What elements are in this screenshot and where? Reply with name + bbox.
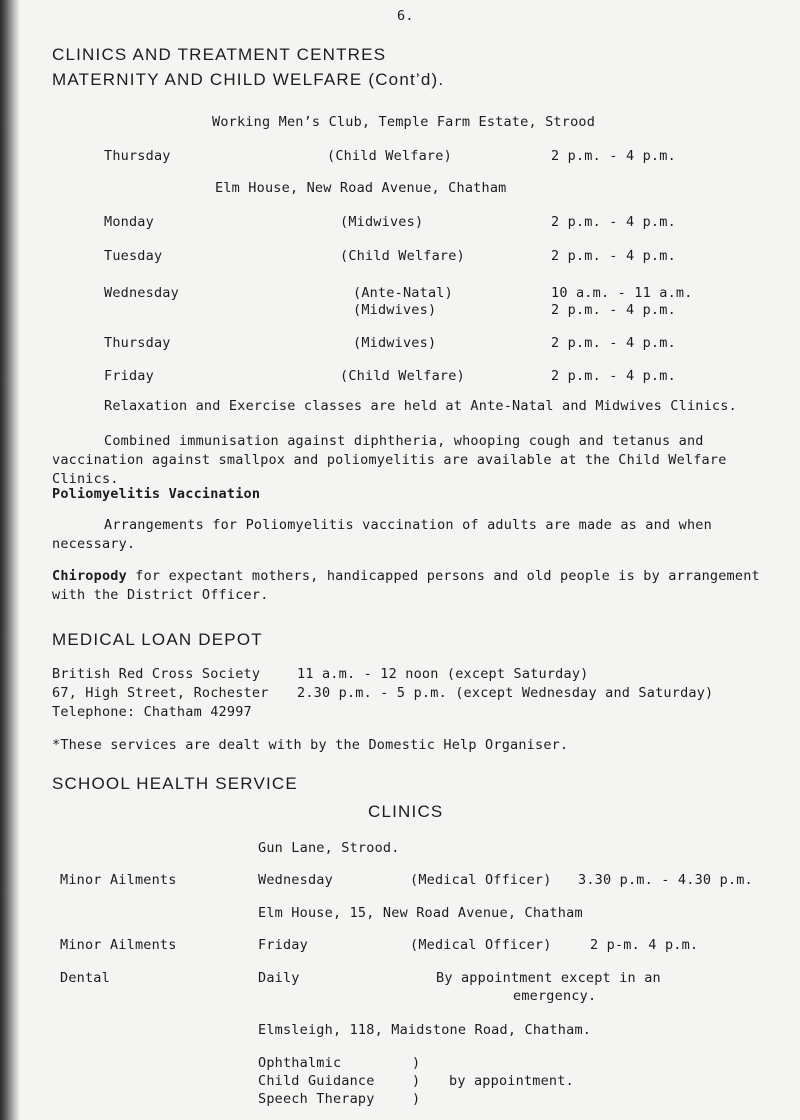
schedule-time: 10 a.m. - 11 a.m.: [551, 285, 693, 301]
schedule-service: (Midwives): [353, 302, 437, 318]
bracket: ): [412, 1055, 421, 1071]
dental-note: emergency.: [513, 988, 597, 1004]
polio-vaccination-title: Poliomyelitis Vaccination: [52, 486, 261, 502]
chiropody-paragraph: [52, 567, 767, 605]
loan-depot-address-line: 67, High Street, Rochester: [52, 685, 269, 701]
schedule-time: 2 p.m. - 4 p.m.: [551, 248, 676, 264]
loan-depot-address-line: British Red Cross Society: [52, 666, 261, 682]
appointment-note: by appointment.: [449, 1073, 574, 1089]
venue-elm-house: Elm House, New Road Avenue, Chatham: [215, 180, 507, 196]
chiropody-label: Chiropody: [52, 568, 127, 584]
schedule-service: (Child Welfare): [340, 368, 465, 384]
bracket: ): [412, 1091, 421, 1107]
schedule-service: (Ante-Natal): [353, 285, 453, 301]
service-label: Dental: [60, 970, 110, 986]
bracket: ): [412, 1073, 421, 1089]
page-number: 6.: [397, 8, 414, 24]
schedule-time: 2 p.m. - 4 p.m.: [551, 148, 676, 164]
service-time: 3.30 p.m. - 4.30 p.m.: [578, 872, 753, 888]
relaxation-note: Relaxation and Exercise classes are held at Ante-Natal and Midwives Clinics.: [104, 398, 737, 414]
schedule-day: Wednesday: [104, 285, 179, 301]
schedule-day: Friday: [104, 368, 154, 384]
service-officer: (Medical Officer): [410, 872, 552, 888]
schedule-day: Thursday: [104, 335, 171, 351]
chiropody-text: for expectant mothers, handicapped persons and old people is by arrangement with the District Officer.: [52, 568, 760, 603]
school-clinics-subheading: CLINICS: [368, 802, 444, 821]
loan-depot-hours: 2.30 p.m. - 5 p.m. (except Wednesday and Saturday): [297, 685, 714, 701]
schedule-service: (Midwives): [353, 335, 437, 351]
loan-depot-hours: 11 a.m. - 12 noon (except Saturday): [297, 666, 589, 682]
schedule-service: (Child Welfare): [340, 248, 465, 264]
schedule-service: (Midwives): [340, 214, 424, 230]
venue-working-mens-club: Working Men’s Club, Temple Farm Estate, Strood: [212, 114, 596, 130]
schedule-time: 2 p.m. - 4 p.m.: [551, 214, 676, 230]
venue-gun-lane: Gun Lane, Strood.: [258, 840, 400, 856]
dental-note: By appointment except in an: [436, 970, 661, 986]
venue-elm-house-school: Elm House, 15, New Road Avenue, Chatham: [258, 905, 583, 921]
footnote: *These services are dealt with by the Domestic Help Organiser.: [52, 737, 569, 753]
schedule-day: Thursday: [104, 148, 171, 164]
schedule-time: 2 p.m. - 4 p.m.: [551, 335, 676, 351]
polio-vaccination-text: Arrangements for Poliomyelitis vaccination of adults are made as and when necessary.: [52, 517, 712, 552]
service-day: Wednesday: [258, 872, 333, 888]
service-officer: (Medical Officer): [410, 937, 552, 953]
loan-depot-telephone: Telephone: Chatham 42997: [52, 704, 252, 720]
school-health-service-heading: SCHOOL HEALTH SERVICE: [52, 774, 298, 793]
medical-loan-depot-heading: MEDICAL LOAN DEPOT: [52, 630, 263, 649]
schedule-service: (Child Welfare): [327, 148, 452, 164]
schedule-time: 2 p.m. - 4 p.m.: [551, 368, 676, 384]
service-time: 2 p-m. 4 p.m.: [590, 937, 699, 953]
schedule-day: Tuesday: [104, 248, 163, 264]
schedule-day: Monday: [104, 214, 154, 230]
service-label: Minor Ailments: [60, 937, 177, 953]
service-ophthalmic: Ophthalmic: [258, 1055, 342, 1071]
service-day: Daily: [258, 970, 300, 986]
page-binding-edge: [0, 0, 20, 1120]
heading-clinics: CLINICS AND TREATMENT CENTRES: [52, 45, 387, 64]
service-child-guidance: Child Guidance: [258, 1073, 375, 1089]
heading-maternity: MATERNITY AND CHILD WELFARE (Cont’d).: [52, 70, 445, 89]
schedule-time: 2 p.m. - 4 p.m.: [551, 302, 676, 318]
service-speech-therapy: Speech Therapy: [258, 1091, 375, 1107]
venue-elmsleigh: Elmsleigh, 118, Maidstone Road, Chatham.: [258, 1022, 592, 1038]
immunisation-paragraph: Combined immunisation against diphtheria, whooping cough and tetanus and vaccination against smallpox and poliomyelitis are available at the Child Welfare Clinics.: [52, 433, 727, 487]
service-day: Friday: [258, 937, 308, 953]
service-label: Minor Ailments: [60, 872, 177, 888]
